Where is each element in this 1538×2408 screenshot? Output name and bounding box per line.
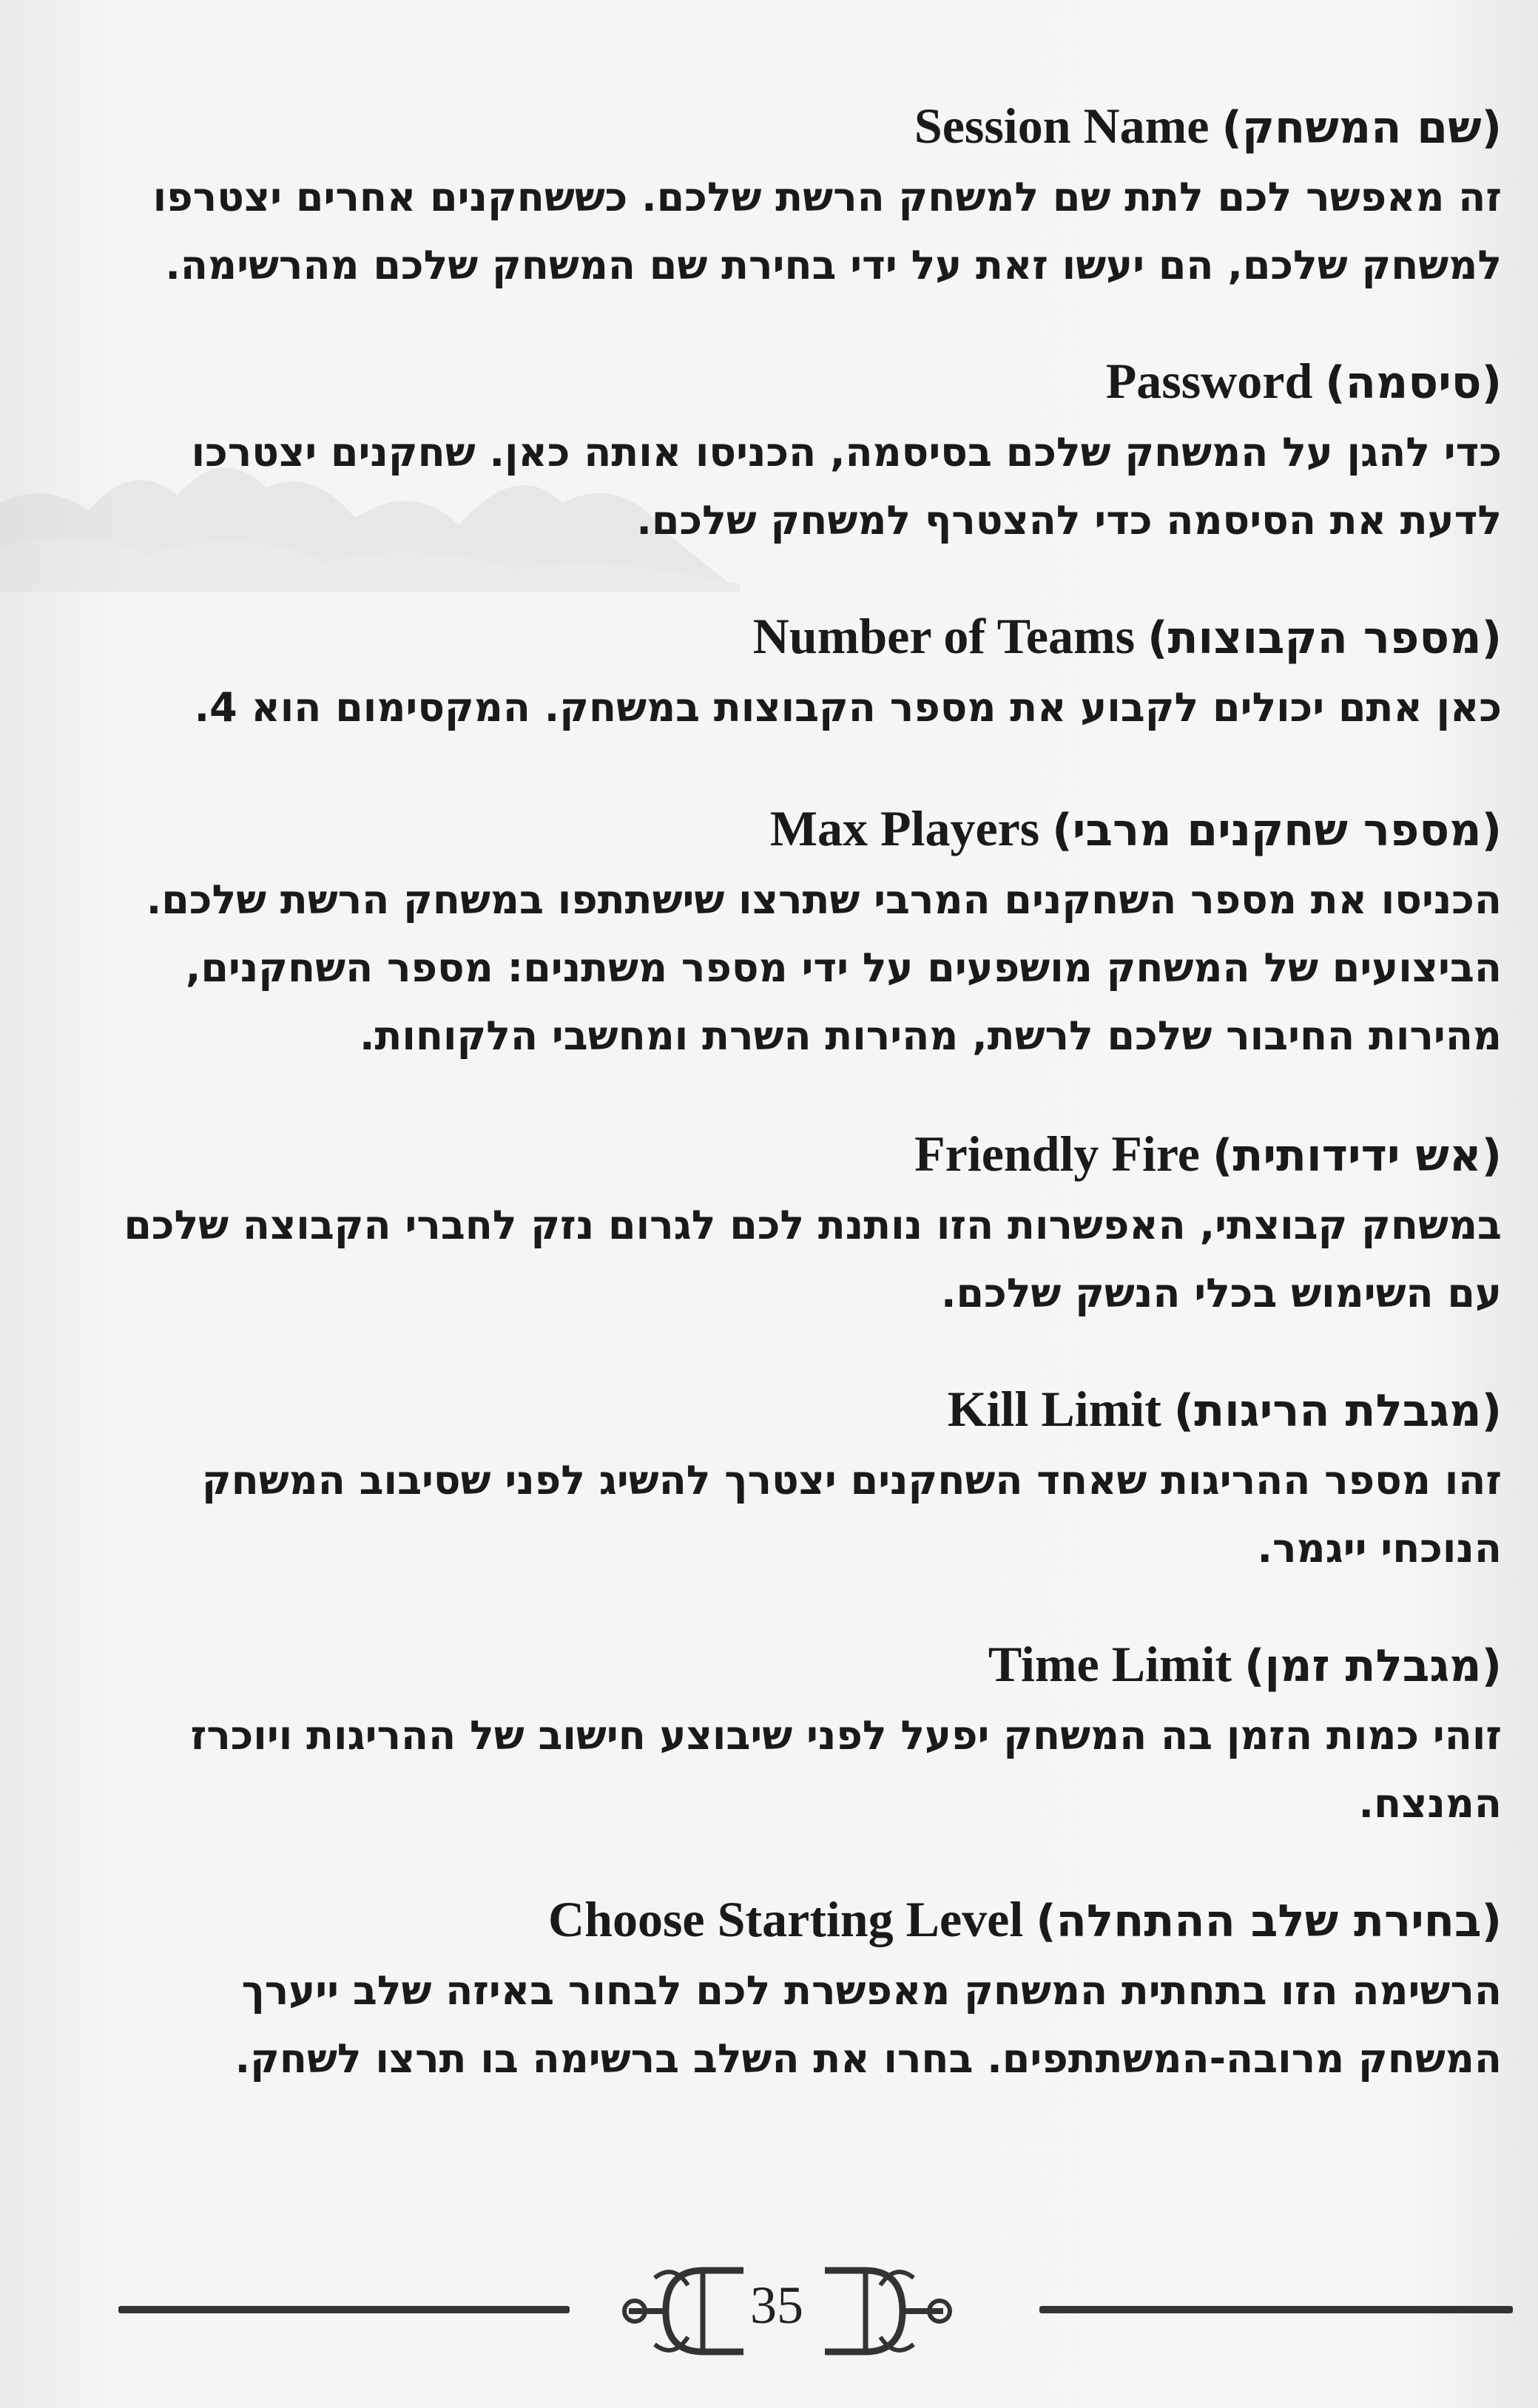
- section-body: הכניסו את מספר השחקנים המרבי שתרצו שישתתפו במשחק הרשת שלכם. הביצועים של המשחק מושפעים על ידי מספר משתנים: מספר השחקנים, מהירות החיבור שלכם לרשת, מהירות השרת ומחשבי הלקוחות.: [146, 876, 1502, 1059]
- heading-english: Time Limit: [988, 1636, 1232, 1692]
- heading-english: Choose Starting Level: [548, 1891, 1024, 1947]
- page-footer: [0, 2248, 1538, 2396]
- section-heading: [111, 1124, 1502, 1186]
- heading-hebrew: (מספר הקבוצות): [1147, 612, 1502, 664]
- section-heading: [111, 96, 1502, 158]
- section-heading: [111, 1890, 1502, 1951]
- heading-hebrew: (שם המשחק): [1221, 102, 1502, 154]
- section-heading: [111, 351, 1502, 413]
- section-body: זה מאפשר לכם לתת שם למשחק הרשת שלכם. כששחקנים אחרים יצטרפו למשחק שלכם, הם יעשו זאת על ידי בחירת שם המשחק שלכם מהרשימה.: [152, 174, 1502, 288]
- section-body: זהו מספר ההריגות שאחד השחקנים יצטרך להשיג לפני שסיבוב המשחק הנוכחי ייגמר.: [201, 1457, 1502, 1572]
- heading-english: Password: [1105, 353, 1313, 409]
- heading-english: Number of Teams: [752, 608, 1136, 664]
- section-number-of-teams: [111, 606, 1502, 742]
- ornament-right-icon: [821, 2256, 962, 2367]
- page-number: 35: [750, 2276, 803, 2335]
- section-friendly-fire: [111, 1124, 1502, 1328]
- section-body: כאן אתם יכולים לקבוע את מספר הקבוצות במשחק. המקסימום הוא 4.: [194, 684, 1502, 731]
- section-body: במשחק קבוצתי, האפשרות הזו נותנת לכם לגרום נזק לחברי הקבוצה שלכם עם השימוש בכלי הנשק שלכם.: [124, 1202, 1502, 1316]
- section-choose-starting-level: [111, 1890, 1502, 2093]
- section-password: [111, 351, 1502, 555]
- footer-rule-right: [1039, 2306, 1513, 2313]
- heading-hebrew: (מגבלת זמן): [1244, 1640, 1502, 1692]
- heading-english: Kill Limit: [947, 1381, 1161, 1437]
- footer-rule-left: [118, 2306, 570, 2313]
- heading-english: Friendly Fire: [914, 1126, 1200, 1182]
- heading-hebrew: (סיסמה): [1325, 357, 1502, 409]
- section-session-name: [111, 96, 1502, 300]
- section-body: כדי להגן על המשחק שלכם בסיסמה, הכניסו אותה כאן. שחקנים יצטרכו לדעת את הסיסמה כדי להצטרף למשחק שלכם.: [191, 429, 1502, 544]
- heading-hebrew: (מגבלת הריגות): [1173, 1385, 1502, 1437]
- heading-english: Max Players: [769, 800, 1040, 856]
- section-heading: [111, 1634, 1502, 1696]
- ornament-left-icon: [614, 2256, 747, 2367]
- section-heading: [111, 1379, 1502, 1441]
- section-max-players: [111, 799, 1502, 1070]
- section-body: זוהי כמות הזמן בה המשחק יפעל לפני שיבוצע חישוב של ההריגות ויוכרז המנצח.: [190, 1712, 1502, 1827]
- heading-hebrew: (מספר שחקנים מרבי): [1052, 805, 1502, 856]
- section-time-limit: [111, 1634, 1502, 1838]
- section-kill-limit: [111, 1379, 1502, 1583]
- heading-english: Session Name: [914, 98, 1210, 154]
- section-body: הרשימה הזו בתחתית המשחק מאפשרת לכם לבחור באיזה שלב ייערך המשחק מרובה-המשתתפים. בחרו את השלב ברשימה בו תרצו לשחק.: [235, 1967, 1502, 2082]
- section-heading: [111, 799, 1502, 860]
- section-heading: [111, 606, 1502, 668]
- heading-hebrew: (בחירת שלב ההתחלה): [1036, 1895, 1502, 1947]
- heading-hebrew: (אש ידידותית): [1212, 1130, 1502, 1182]
